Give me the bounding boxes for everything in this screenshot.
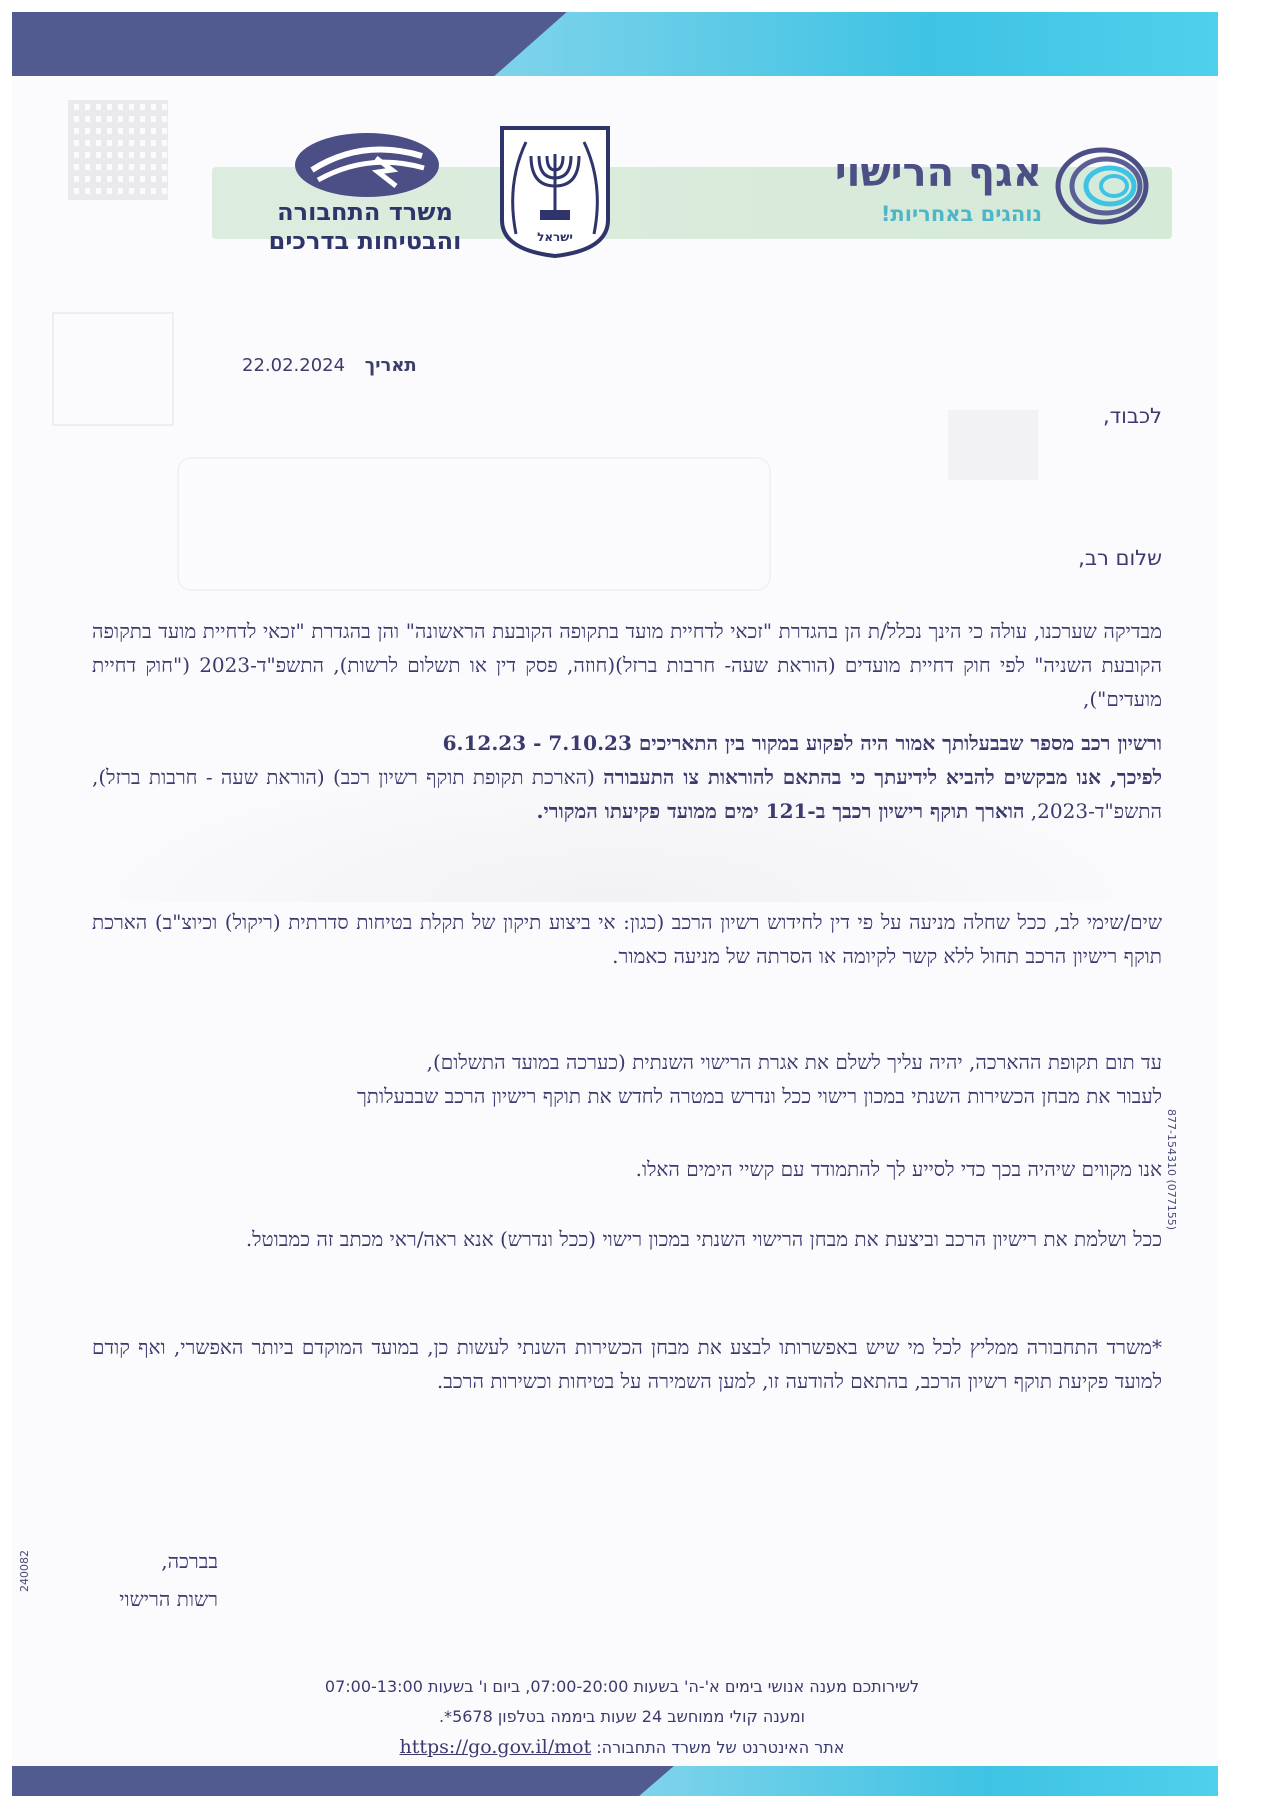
footer-website-link[interactable]: https://go.gov.il/mot [399,1736,592,1758]
emblem-label: ישראל [537,230,573,244]
licensing-dept-tagline: נוהגים באחריות! [880,202,1042,226]
extension-line3-bold: הוארך תוקף רישיון רכבך ב-121 ימים ממועד פקיעתו המקורי. [536,799,1025,823]
footer [212,1672,1032,1763]
ghost-form-box [177,457,771,591]
letter-page [12,12,1218,1796]
date-row [242,355,417,376]
greeting: שלום רב, [1078,546,1162,570]
extension-line2-rest: (הארכת תקופת תוקף רשיון רכב) [333,765,604,789]
side-reference-code: 877-154310 (077155) [1165,1109,1178,1231]
date-label: תאריך [364,355,417,376]
paragraph-extension [92,726,1162,828]
ministry-logo [260,124,470,259]
ministry-oval-icon [292,130,442,200]
paragraph-recommendation: *משרד התחבורה ממליץ לכל מי שיש באפשרותו לבצע את מבחן הכשירות השנתי לעשות כן, במועד המוקדם ביותר האפשרי, ואף קודם למועד פקיעת תוקף רשיון הרכב, בהתאם להודעה זו, למען השמירה על בטיחות וכשירות הרכב. [92,1335,1162,1393]
obligations-line1: עד תום תקופת ההארכה, יהיה עליך לשלם את אגרת הרישוי השנתית (כערכה במועד התשלום), [426,1050,1162,1074]
top-color-band [12,12,1218,76]
paragraph-notice: שים/שימי לב, ככל שחלה מניעה על פי דין לחידוש רשיון הרכב (כגון: אי ביצוע תיקון של תקלת בטיחות סדרתית (ריקול) וכיוצ"ב) הארכת תוקף רישיון הרכב תחול ללא קשר לקיומה או הסרתה של מניעה כאמור. [92,910,1162,968]
swirl-logo-icon [1052,134,1152,234]
side-number: 240082 [18,1550,31,1592]
licensing-dept-title: אגף הרישוי [834,150,1042,196]
salutation: לכבוד, [1102,404,1162,428]
footer-phone: ומענה קולי ממוחשב 24 שעות ביממה בטלפון 5678*. [438,1707,806,1726]
signoff [119,1542,218,1618]
paragraph-hope: אנו מקווים שיהיה בכך כדי לסייע לך להתמודד עם קשיי הימים האלו. [635,1157,1162,1181]
footer-website-label: אתר האינטרנט של משרד התחבורה: [591,1738,845,1757]
ministry-name-line2: והבטיחות בדרכים [268,227,462,255]
extension-line1: ורשיון רכב מספר שבבעלותך אמור היה לפקוע במקור בין התאריכים 7.10.23 - 6.12.23 [442,731,1162,755]
bottom-color-band [12,1766,1218,1796]
extension-line2: לפיכך, אנו מבקשים להביא לידיעתך כי בהתאם להוראות צו התעבורה [603,765,1162,789]
footer-website [212,1732,1032,1763]
ghost-stamp-box [52,312,174,426]
extension-line3: (הוראת שעה - חרבות ברזל), התשפ"ד-2023, [92,765,1162,823]
ministry-name-line1: משרד התחבורה [277,198,453,226]
date-value: 22.02.2024 [242,355,346,376]
footer-service-hours: לשירותכם מענה אנושי בימים א'-ה' בשעות 07:00-20:00, ביום ו' בשעות 07:00-13:00 [324,1677,920,1696]
paragraph-eligibility: מבדיקה שערכנו, עולה כי הינך נכלל/ת הן בהגדרת "זכאי לדחיית מועד בתקופה הקובעת הראשונה" והן בהגדרת "זכאי לדחיית מועד בתקופה הקובעת השניה" לפי חוק דחיית מועדים (הוראת שעה- חרבות ברזל)(חוזה, פסק דין או תשלום לרשות), התשפ"ד-2023 ("חוק דחיית מועדים"), [92,619,1163,711]
ghost-qr-pattern [68,100,168,200]
signoff-authority: רשות הרישוי [119,1587,218,1611]
signoff-blessing: בברכה, [161,1549,218,1573]
redacted-address [948,410,1038,480]
paragraph-obligations [92,1045,1162,1113]
licensing-dept-logo [812,124,1192,254]
paragraph-cancel: ככל ושלמת את רישיון הרכב וביצעת את מבחן הרישוי השנתי במכון רישוי (ככל ונדרש) אנא ראה/ראי מכתב זה כמבוטל. [245,1227,1162,1251]
obligations-line2: לעבור את מבחן הכשירות השנתי במכון רישוי ככל ונדרש במטרה לחדש את תוקף רישיון הרכב שבבעלותך [356,1084,1162,1108]
